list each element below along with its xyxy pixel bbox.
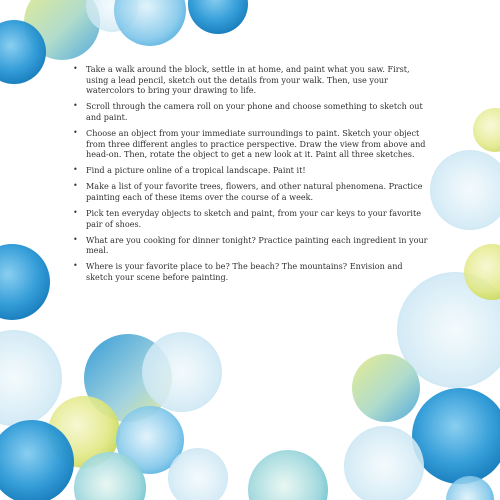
bullet-icon: • [73, 165, 78, 175]
paint-dot [352, 354, 420, 422]
prompt-text: What are you cooking for dinner tonight? Practice painting each ingredient in your meal. [86, 234, 428, 256]
paint-dot [344, 426, 424, 500]
paint-dot [412, 388, 500, 484]
list-item [72, 261, 428, 282]
prompt-text: Find a picture online of a tropical landscape. Paint it! [86, 165, 306, 176]
paint-dot [114, 0, 186, 46]
list-item [72, 128, 428, 160]
bullet-icon: • [73, 181, 78, 191]
prompt-text: Where is your favorite place to be? The beach? The mountains? Envision and sketch your scene before painting. [86, 261, 403, 282]
prompt-text: Choose an object from your immediate surroundings to paint. Sketch your object from three different angles to practice perspective. Draw the view from above and head-on. Then, rotate the object to get a new look at it. Paint all three sketches. [86, 127, 426, 160]
list-item [72, 64, 428, 96]
bullet-icon: • [73, 261, 78, 271]
paint-dot [188, 0, 248, 34]
prompt-list [72, 64, 428, 288]
bullet-icon: • [73, 127, 78, 137]
prompt-text: Make a list of your favorite trees, flowers, and other natural phenomena. Practice painting each of these items over the course of a week. [86, 181, 423, 202]
list-item [72, 165, 428, 176]
list-item [72, 101, 428, 122]
prompt-text: Pick ten everyday objects to sketch and paint, from your car keys to your favorite pair of shoes. [86, 208, 422, 229]
paint-dot [248, 450, 328, 500]
list-item [72, 235, 428, 256]
paint-dot [0, 330, 62, 426]
bullet-icon: • [73, 101, 78, 111]
paint-dot [430, 150, 500, 230]
bullet-icon: • [73, 208, 78, 218]
paint-dot [0, 244, 50, 320]
list-item [72, 208, 428, 229]
bullet-icon: • [73, 234, 78, 244]
paint-dot [473, 108, 500, 152]
bullet-icon: • [73, 64, 78, 73]
list-item [72, 181, 428, 202]
paint-dot [142, 332, 222, 412]
prompt-text: Take a walk around the block, settle in at home, and paint what you saw. First, using a lead pencil, sketch out the details from your walk. Then, use your watercolors to bring your drawing to life. [86, 64, 410, 96]
prompt-text: Scroll through the camera roll on your phone and choose something to sketch out and paint. [86, 101, 423, 122]
